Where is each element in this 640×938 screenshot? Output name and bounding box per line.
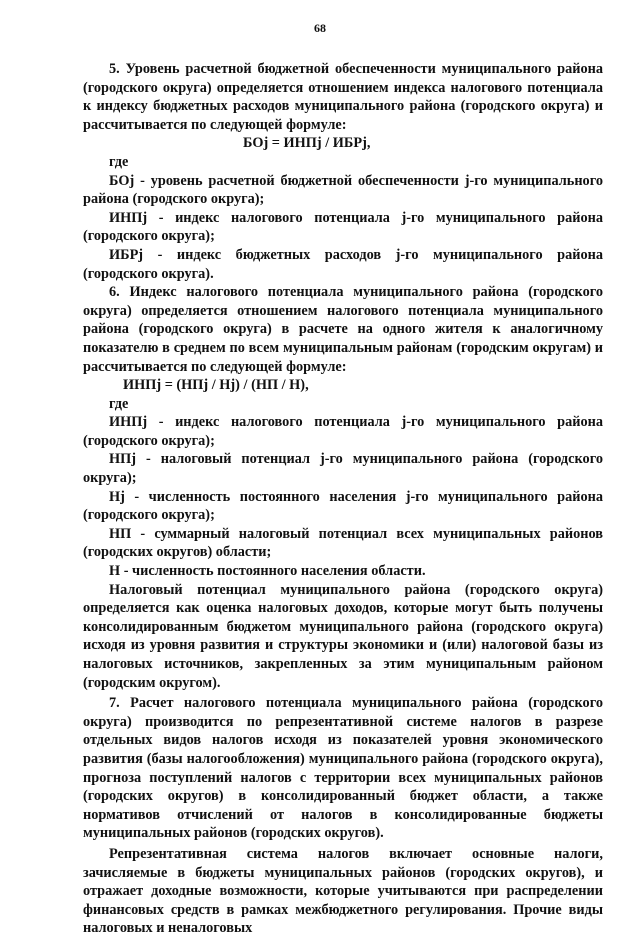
definition-np-j: НПj - налоговый потенциал j-го муниципального района (городского округа); [83, 451, 603, 487]
formula-bo: БОj = ИНПj / ИБРj, [243, 135, 371, 152]
definition-bo: БОj - уровень расчетной бюджетной обеспеченности j-го муниципального района (городского округа); [83, 172, 603, 208]
paragraph-5: 5. Уровень расчетной бюджетной обеспеченности муниципального района (городского округа) определяется отношением индекса налогового потенциала к индексу бюджетных расходов муниципального района (городского округа) и рассчитывается по следующей формуле: [83, 61, 603, 133]
page-number: 68 [314, 21, 326, 35]
paragraph-6: 6. Индекс налогового потенциала муниципального района (городского округа) определяется отношением налогового потенциала муниципального района (городского округа) в расчете на одного жителя к аналогичному показателю в среднем по всем муниципальным районам (городским округам) и рассчитывается по следующей формуле: [83, 284, 603, 375]
paragraph-representative-system: Репрезентативная система налогов включает основные налоги, зачисляемые в бюджеты муниципальных районов (городских округов), и отражает доходные возможности, которые учитываются при распределении финансовых средств в рамках межбюджетного регулирования. Прочие виды налоговых и неналоговых [83, 845, 603, 937]
where-label-1: где [109, 153, 129, 170]
where-label-2: где [109, 395, 129, 412]
definition-h-j: Hj - численность постоянного населения j-го муниципального района (городского округа); [83, 488, 603, 524]
formula-inp: ИНПj = (НПj / Hj) / (НП / Н), [123, 377, 309, 394]
definition-np: НП - суммарный налоговый потенциал всех муниципальных районов (городских округов) области; [83, 525, 603, 561]
document-body [83, 60, 603, 938]
paragraph-tax-potential: Налоговый потенциал муниципального района (городского округа) определяется как оценка налоговых доходов, которые могут быть получены консолидированным бюджетом муниципального района (городского округа) исходя из уровня развития и структуры экономики и (или) налоговой базы из налоговых источников, закрепленных за этим муниципальным районом (городским округом). [83, 581, 603, 691]
paragraph-7: 7. Расчет налогового потенциала муниципального района (городского округа) производится по репрезентативной системе налогов в разрезе отдельных видов налогов исходя из показателей уровня экономического развития (базы налогообложения) муниципального района (городского округа), прогноза поступлений налогов с территории всех муниципальных районов (городских округов) в консолидированный бюджет области, а также нормативов отчислений от налогов в консолидированные бюджеты муниципальных районов (городских округов). [83, 695, 603, 842]
definition-ibr: ИБРj - индекс бюджетных расходов j-го муниципального района (городского округа). [83, 246, 603, 282]
definition-inp-2: ИНПj - индекс налогового потенциала j-го муниципального района (городского округа); [83, 414, 603, 449]
definition-h: Н - численность постоянного населения области. [109, 563, 426, 580]
definition-inp: ИНПj - индекс налогового потенциала j-го муниципального района (городского округа); [83, 209, 603, 245]
